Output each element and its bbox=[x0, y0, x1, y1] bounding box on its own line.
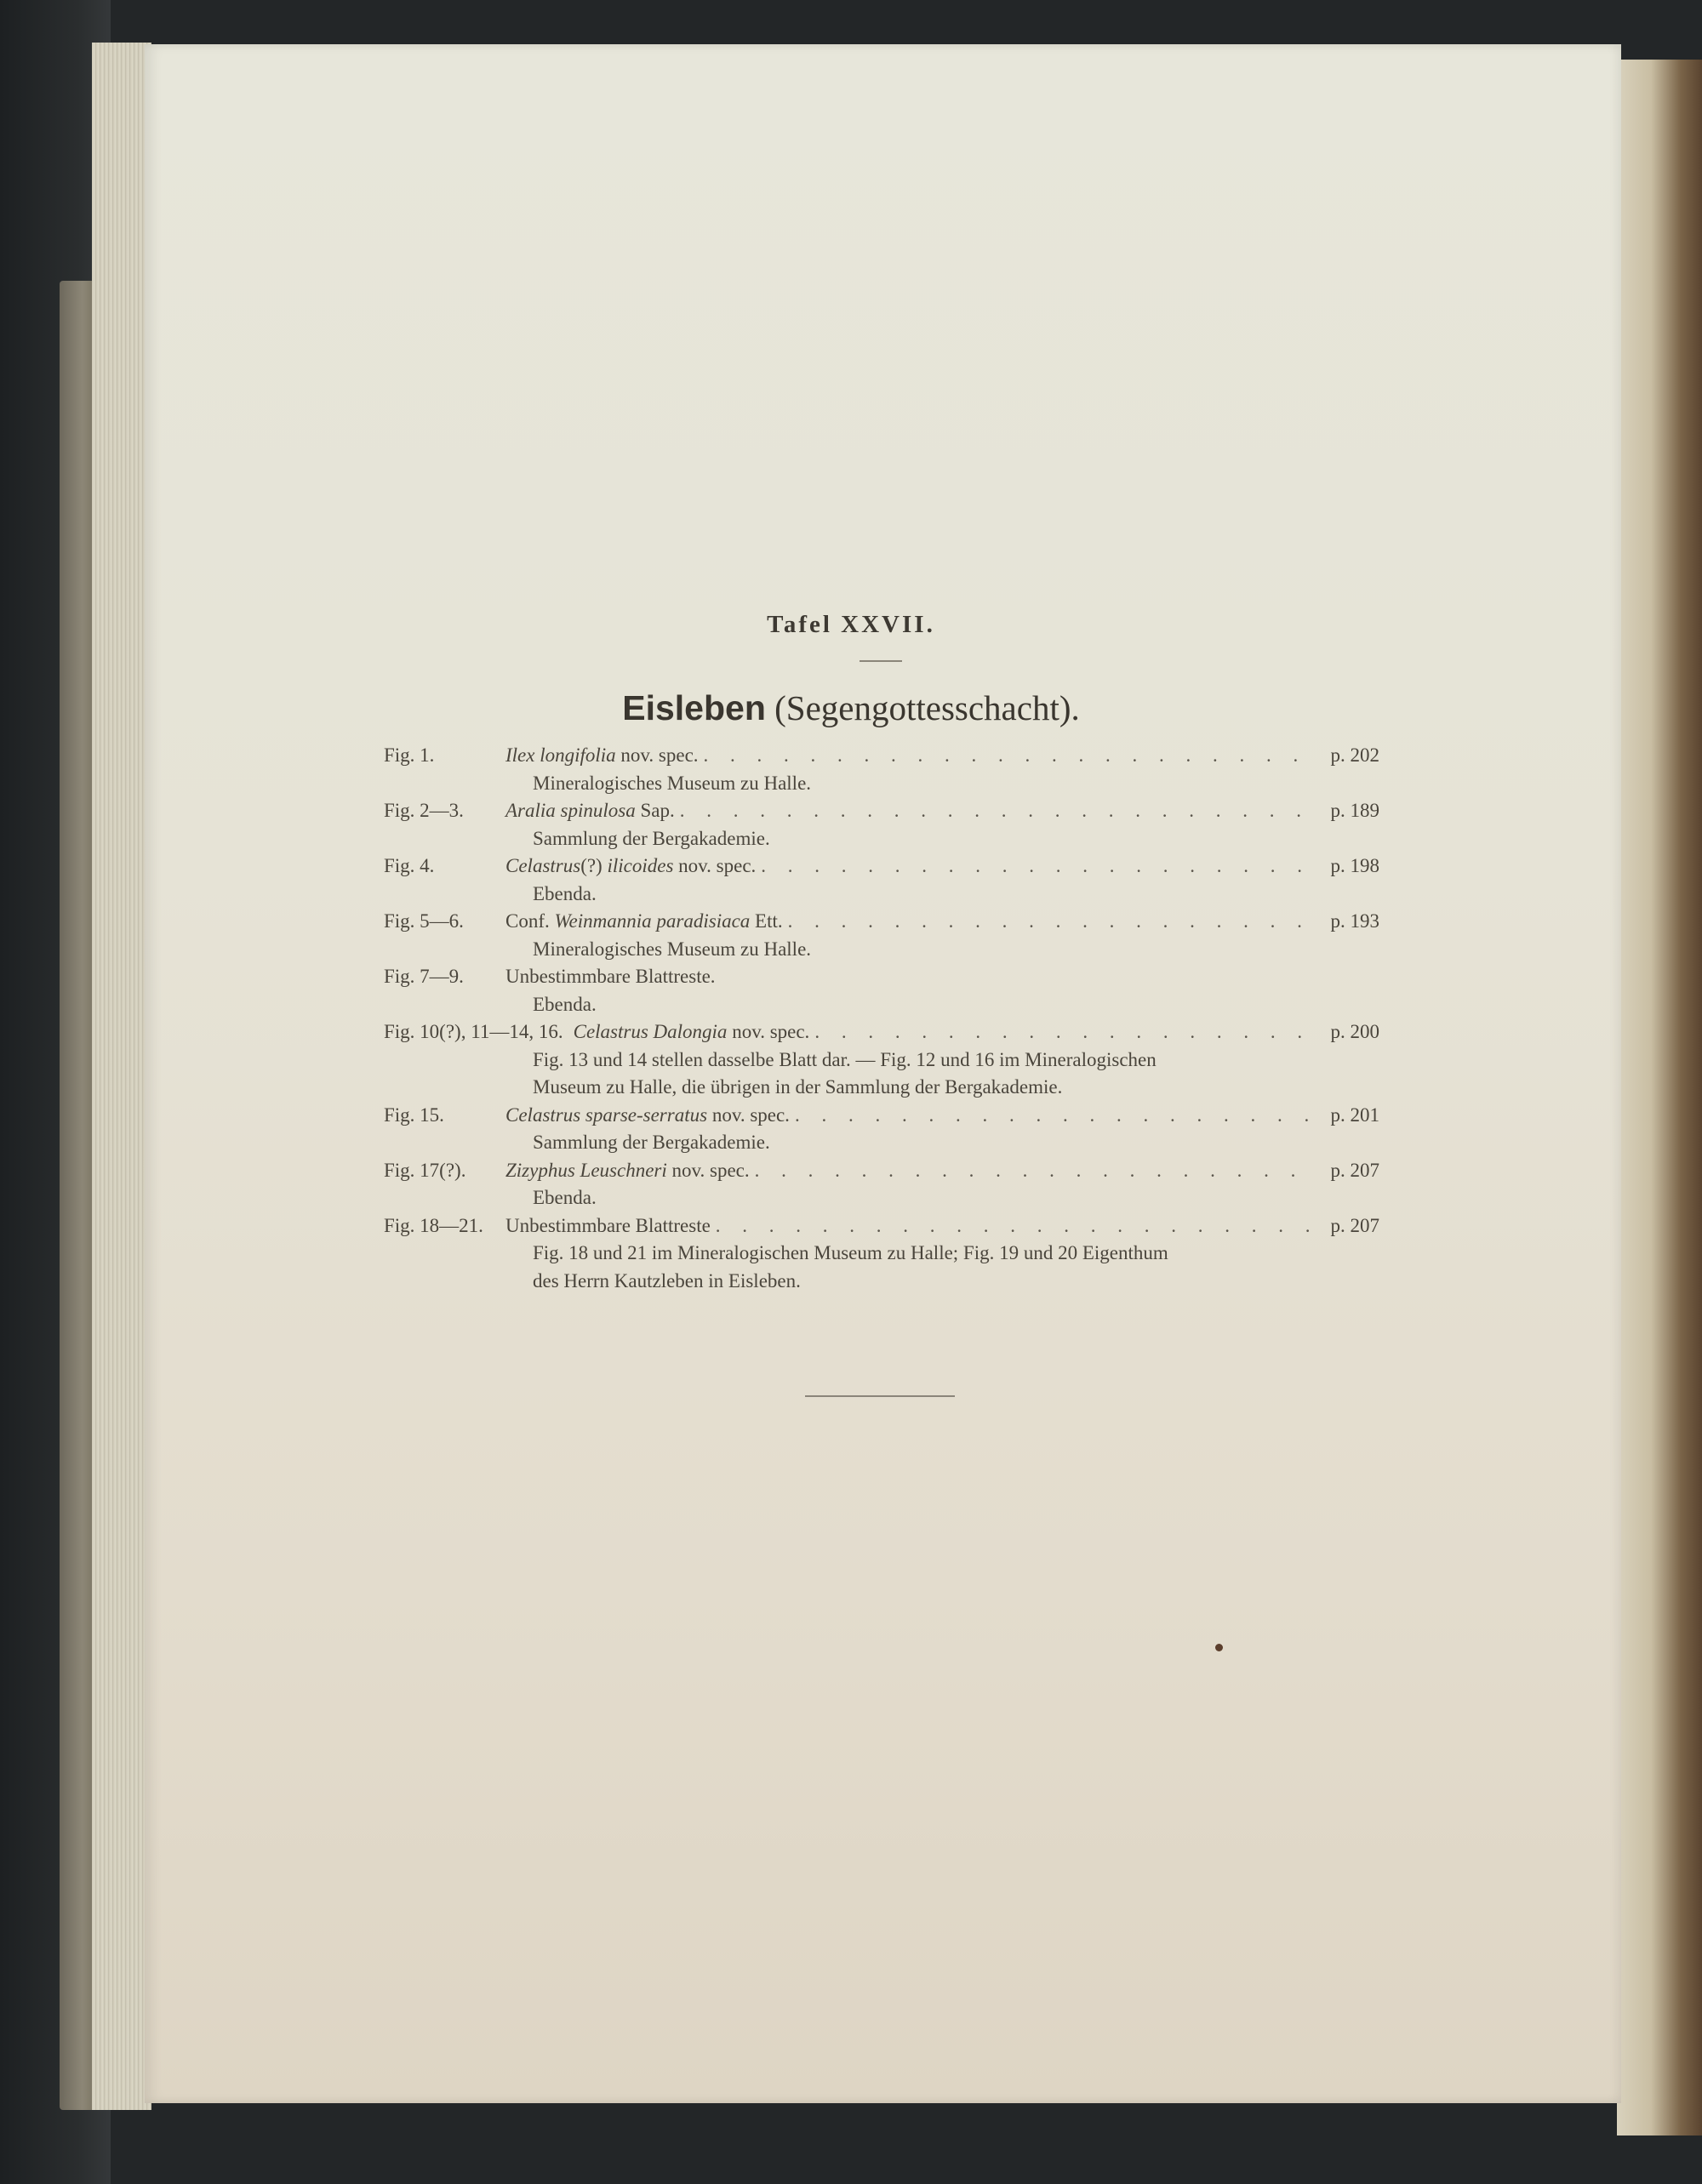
page-reference: p. 207 bbox=[1330, 1214, 1379, 1236]
title-divider bbox=[860, 660, 902, 662]
figure-list bbox=[384, 742, 1379, 1295]
page-reference: p. 202 bbox=[1330, 744, 1379, 766]
species-name: Zizyphus Leuschneri nov. spec. bbox=[505, 1159, 750, 1181]
figure-entry bbox=[384, 853, 1379, 881]
collection-note: Fig. 13 und 14 stellen dasselbe Blatt dar. — Fig. 12 und 16 im Mineralogischen bbox=[533, 1048, 1157, 1070]
collection-note: des Herrn Kautzleben in Eisleben. bbox=[533, 1269, 801, 1292]
species-name: Ilex longifolia nov. spec. bbox=[505, 744, 699, 766]
dot-leader bbox=[788, 908, 1315, 936]
collection-note: Ebenda. bbox=[533, 1187, 597, 1208]
page-stack-edge bbox=[92, 43, 151, 2110]
dot-leader bbox=[795, 1102, 1315, 1130]
page-reference: p. 207 bbox=[1330, 1159, 1379, 1181]
figure-number: Fig. 15. bbox=[384, 1103, 444, 1126]
facing-page-edge bbox=[1617, 60, 1702, 2136]
species-name: Celastrus(?) ilicoides nov. spec. bbox=[505, 855, 757, 876]
page-reference: p. 189 bbox=[1330, 800, 1379, 821]
collection-note: Ebenda. bbox=[533, 993, 597, 1015]
species-name: Celastrus sparse-serratus nov. spec. bbox=[505, 1103, 790, 1126]
figure-number: Fig. 5—6. bbox=[384, 910, 464, 932]
paper-speck bbox=[1215, 1644, 1223, 1651]
dot-leader bbox=[680, 797, 1315, 825]
page-reference: p. 198 bbox=[1330, 855, 1379, 876]
species-name: Conf. Weinmannia paradisiaca Ett. bbox=[505, 910, 783, 932]
figure-entry bbox=[384, 742, 1379, 770]
figure-number: Fig. 1. bbox=[384, 744, 435, 766]
figure-entry bbox=[384, 963, 1379, 991]
collection-note: Sammlung der Bergakademie. bbox=[533, 1132, 770, 1153]
figure-number: Fig. 10(?), 11—14, 16. bbox=[384, 1021, 563, 1042]
page-reference: p. 200 bbox=[1330, 1021, 1379, 1042]
plate-title: Tafel XXVII. bbox=[767, 611, 935, 638]
location-detail: (Segengottesschacht). bbox=[774, 688, 1080, 727]
figure-entry bbox=[384, 1102, 1379, 1130]
location-place: Eisleben bbox=[622, 688, 766, 727]
collection-note: Sammlung der Bergakademie. bbox=[533, 827, 770, 849]
dot-leader bbox=[704, 742, 1315, 770]
page-reference: p. 193 bbox=[1330, 910, 1379, 932]
location-heading bbox=[0, 687, 1702, 728]
figure-number: Fig. 7—9. bbox=[384, 966, 464, 987]
dot-leader bbox=[761, 853, 1315, 881]
closing-divider bbox=[805, 1395, 955, 1397]
species-name: Unbestimmbare Blattreste. bbox=[505, 966, 716, 987]
collection-note: Museum zu Halle, die übrigen in der Sammlung der Bergakademie. bbox=[533, 1076, 1063, 1098]
species-name: Celastrus Dalongia nov. spec. bbox=[573, 1021, 810, 1042]
figure-number: Fig. 17(?). bbox=[384, 1159, 466, 1181]
dot-leader bbox=[755, 1157, 1315, 1185]
collection-note: Mineralogisches Museum zu Halle. bbox=[533, 772, 812, 794]
figure-entry bbox=[384, 1212, 1379, 1240]
species-name: Unbestimmbare Blattreste bbox=[505, 1214, 711, 1236]
figure-number: Fig. 4. bbox=[384, 855, 435, 876]
figure-number: Fig. 2—3. bbox=[384, 800, 464, 821]
collection-note: Mineralogisches Museum zu Halle. bbox=[533, 938, 812, 960]
collection-note: Ebenda. bbox=[533, 882, 597, 904]
species-name: Aralia spinulosa Sap. bbox=[505, 800, 675, 821]
dot-leader bbox=[716, 1212, 1315, 1240]
figure-number: Fig. 18—21. bbox=[384, 1214, 483, 1236]
collection-note: Fig. 18 und 21 im Mineralogischen Museum zu Halle; Fig. 19 und 20 Eigenthum bbox=[533, 1242, 1168, 1263]
page-reference: p. 201 bbox=[1330, 1103, 1379, 1126]
figure-entry bbox=[384, 908, 1379, 936]
figure-entry bbox=[384, 797, 1379, 825]
dot-leader bbox=[814, 1018, 1315, 1046]
figure-entry bbox=[384, 1157, 1379, 1185]
figure-entry bbox=[384, 1018, 1379, 1046]
